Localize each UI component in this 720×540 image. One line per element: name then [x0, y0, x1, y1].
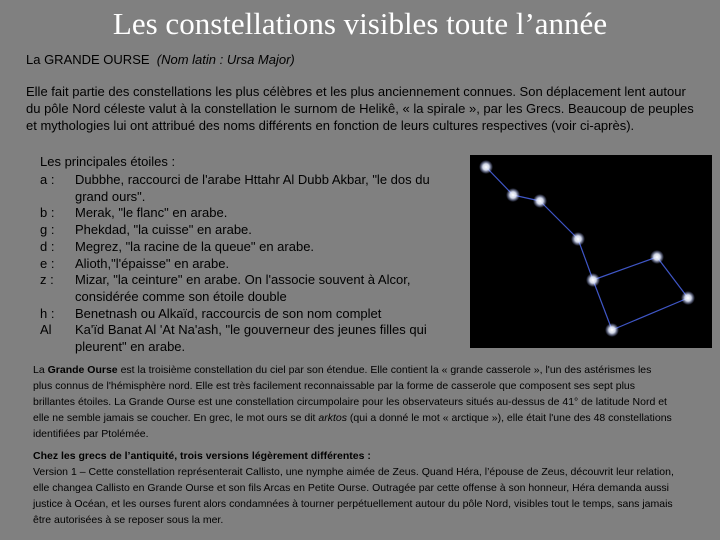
constellation-subtitle: [26, 52, 295, 68]
star-key: z :: [40, 272, 54, 288]
latin-name: (Nom latin : Ursa Major): [156, 52, 295, 67]
star-desc: Megrez, "la racine de la queue" en arabe.: [75, 238, 315, 254]
star-key: g :: [40, 222, 55, 238]
para-name: Grande Ourse: [47, 364, 118, 376]
constellation-name: La GRANDE OURSE: [26, 52, 150, 67]
big-dipper-diagram: [470, 155, 712, 348]
star-key: h :: [40, 305, 55, 321]
para-text-1: est la troisième constellation du ciel par son étendue. Elle contient la « grande casserole », l'un des astérismes les plus connus de l'hémisphère nord. Elle est très facilement reconnaissable par la forme de casserole que composent ses sept plus brillantes étoiles. La Grande Ourse est une constellation circumpolaire pour les observateurs situés au-dessus de 41° de latitude Nord et elle ne semble jamais se coucher. En grec, le mot ours se dit: [33, 364, 667, 424]
stars-layer: [479, 160, 695, 337]
star-mizar: [506, 188, 520, 202]
star-merak: [681, 291, 695, 305]
greeks-heading: Chez les grecs de l’antiquité, trois versions légèrement différentes :: [33, 450, 371, 462]
star-row: [40, 172, 430, 205]
star-desc: Merak, "le flanc" en arabe.: [75, 205, 228, 221]
constellation-image: [470, 155, 712, 348]
star-desc: Alioth,"l'épaisse" en arabe.: [75, 255, 230, 271]
star-alkaid: [479, 160, 493, 174]
star-row: [40, 256, 430, 273]
para-text-2: (qui a donné le mot « arctique »), elle était l'une des 48 constellations identifiées par Ptolémée.: [33, 412, 672, 440]
star-phecda: [605, 323, 619, 337]
star-desc: Dubbhe, raccourci de l'arabe Httahr Al Dubb Akbar, "le dos du grand ours".: [75, 172, 430, 204]
star-row: [40, 272, 430, 305]
star-desc: Ka'ïd Banat Al 'At Na'ash, "le gouverneur des jeunes filles qui pleurent" en arabe.: [75, 322, 427, 355]
star-alioth: [533, 194, 547, 208]
star-dubhe: [650, 250, 664, 264]
star-row: [40, 306, 430, 323]
page-title: Les constellations visibles toute l’année: [112, 6, 608, 41]
star-key: a :: [40, 172, 55, 187]
star-key: b :: [40, 205, 55, 221]
star-phekdad: [586, 273, 600, 287]
intro-text: Elle fait partie des constellations les plus célèbres et les plus anciennement connues. Son déplacement lent autour du pôle Nord céleste valut à la constellation le surnom de Helikê, « la spirale », par les Grecs. Beaucoup de peuples et mythologies lui ont attribué des noms différents en fonction de leurs cultures respectives (voir ci-après).: [26, 84, 694, 133]
star-key: Al: [40, 322, 52, 338]
star-desc: Phekdad, "la cuisse" en arabe.: [75, 222, 252, 238]
star-key: d :: [40, 238, 55, 254]
star-megrez: [571, 232, 585, 246]
star-desc: Benetnash ou Alkaïd, raccourcis de son nom complet: [75, 305, 382, 321]
greeks-text: Version 1 – Cette constellation représenterait Callisto, une nymphe aimée de Zeus. Quand Héra, l’épouse de Zeus, découvrit leur relation, elle changea Callisto en Grande Ourse et son fils Arcas en Petite Ourse. Outragée par cette offense à son honneur, Héra demanda aussi justice à Océan, et les ourses furent alors condamnées à tourner perpétuellement autour du pôle Nord, visibles tout le temps, sans jamais être autorisées à se reposer sous la mer.: [33, 466, 674, 526]
stars-heading: Les principales étoiles :: [40, 154, 176, 169]
description-paragraph: [33, 362, 673, 442]
star-desc: Mizar, "la ceinture" en arabe. On l'associe souvent à Alcor, considérée comme son étoile double: [75, 272, 411, 304]
star-list: [40, 172, 430, 356]
para-arktos: arktos: [318, 412, 347, 424]
star-row: [40, 239, 430, 256]
star-row: [40, 322, 430, 355]
star-row: [40, 222, 430, 239]
star-key: e :: [40, 255, 55, 271]
star-row: [40, 205, 430, 222]
para-lead: La: [33, 364, 45, 376]
